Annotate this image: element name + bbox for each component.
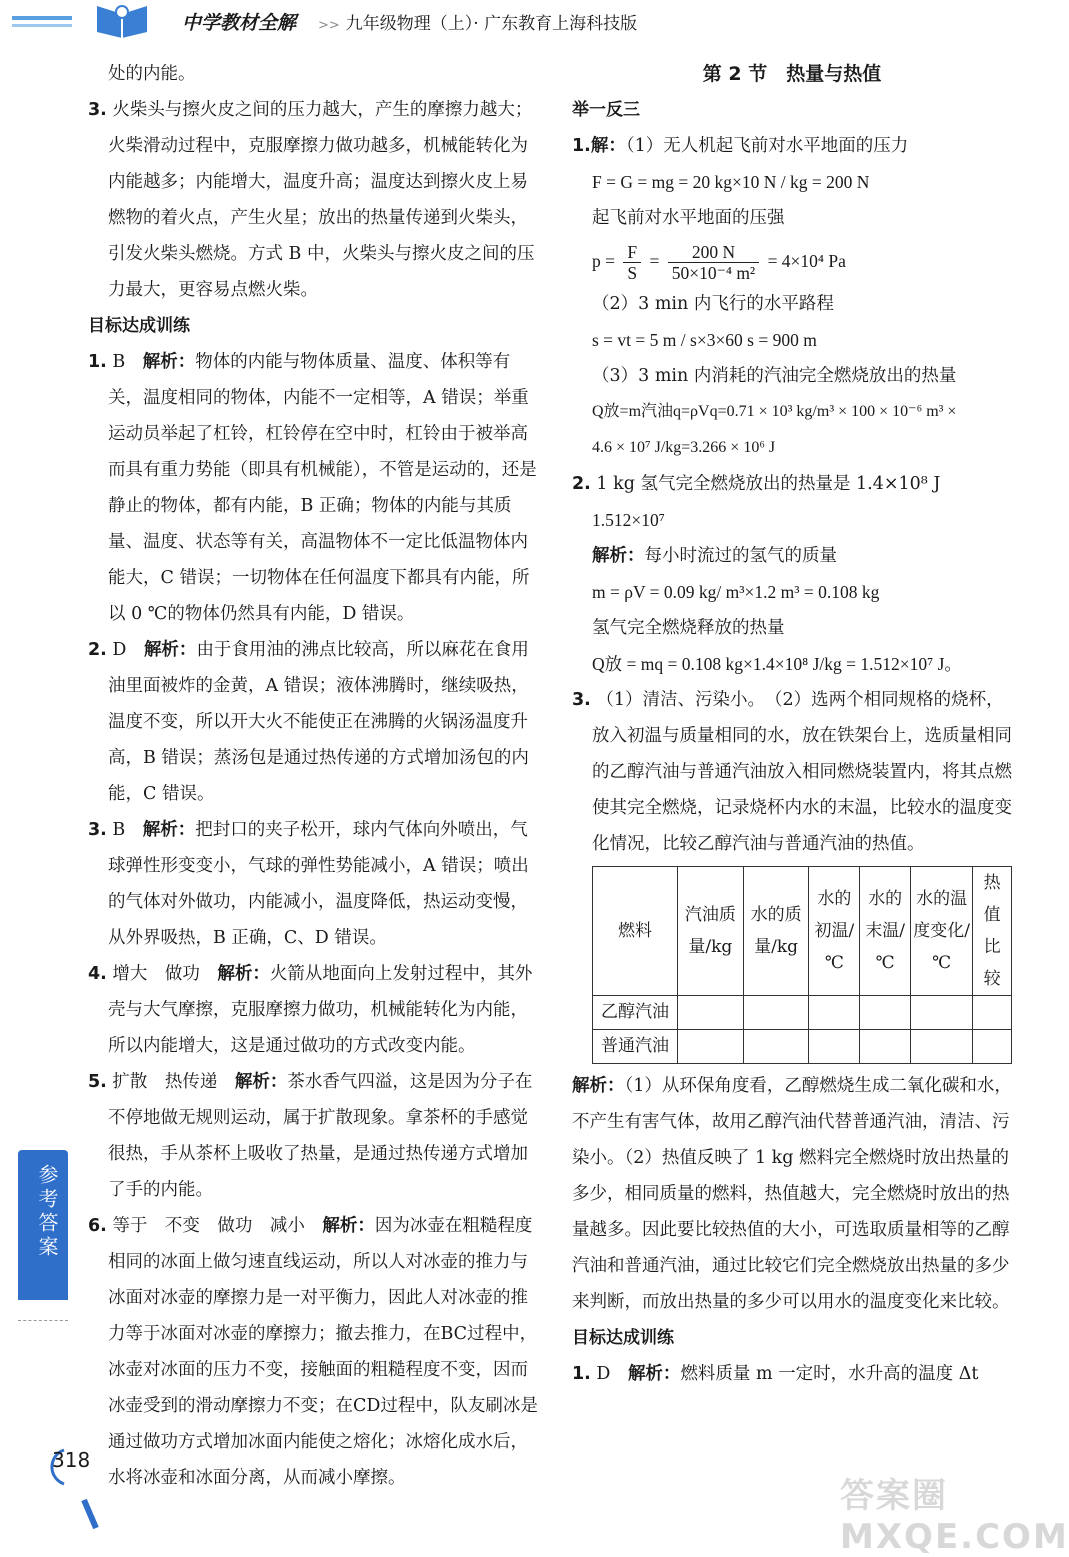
analysis-text: 每小时流过的氢气的质量 [644,546,837,566]
section-heading: 目标达成训练 [572,1328,674,1348]
denominator: S [627,263,638,284]
item-number: 1. [88,352,107,372]
analysis-text: 把封口的夹子松开，球内气体向外喷出，气球弹性形变变小，气球的弹性势能减小，A 错误；喷出的气体对外做功，内能减小，温度降低，热运动变慢，从外界吸热，B 正确，C、D 错误。 [108,820,529,948]
watermark: 答案圈 MXQE.COM [840,1476,1069,1557]
table-cell [809,996,860,1030]
table-cell [860,996,911,1030]
table-cell [911,996,973,1030]
analysis-label: 解析： [322,1216,375,1236]
table-header-cell: 水的初温/℃ [809,867,860,996]
answer-item [88,344,543,632]
arrows-icon: >> [318,18,340,33]
item-number: 2. [572,474,591,494]
continuation-line: 处的内能。 [108,64,196,84]
formula-line: Q放=m汽油q=ρVq=0.71 × 10³ kg/m³ × 100 × 10⁻⁶ m³ × [592,403,957,420]
denominator: 50×10⁻⁴ m² [671,263,756,284]
item-answer: 等于 不变 做功 减小 [112,1216,305,1236]
header-subtitle [318,9,637,34]
item-answer: B [112,820,126,840]
page-number: 318 [52,1448,91,1472]
solution-line: 起飞前对水平地面的压强 [592,208,785,228]
answer-item [88,632,543,812]
item-number: 6. [88,1216,107,1236]
subtitle-text: 九年级物理（上）· 广东教育上海科技版 [345,14,638,34]
experiment-table [592,866,1012,1064]
table-cell: 普通汽油 [593,1030,678,1064]
analysis-text: 物体的内能与物体质量、温度、体积等有关，温度相同的物体，内能不一定相等，A 错误；举重运动员举起了杠铃，杠铃停在空中时，杠铃由于被举高而具有重力势能（即具有机械能），不管是运动的，还是静止的物体，都有内能，B 正确；物体的内能与其质量、温度、状态等有关，高温物体不一定比低温物体内能大，C 错误；一切物体在任何温度下都具有内能，所以 0 ℃的物体仍然具有内能，D 错误。 [108,352,537,624]
table-header-row [593,867,1012,996]
item-answer: 1 kg 氢气完全燃烧放出的热量是 1.4×10⁸ J [596,474,941,494]
table-cell [973,996,1012,1030]
section-heading: 举一反三 [572,100,640,120]
analysis-text: 因为冰壶在粗糙程度相同的冰面上做匀速直线运动，所以人对冰壶的推力与冰面对冰壶的摩擦力是一对平衡力，因此人对冰壶的推力等于冰面对冰壶的摩擦力；撤去推力，在BC过程中，冰壶对冰面的压力不变，接触面的粗糙程度不变，因而冰壶受到的滑动摩擦力不变；在CD过程中，队友刷冰是通过做功方式增加冰面内能使之熔化；冰熔化成水后，水将冰壶和冰面分离，从而减小摩擦。 [108,1216,538,1488]
solution-line: （1）无人机起飞前对水平地面的压力 [625,136,909,156]
table-header-cell: 汽油质量/kg [678,867,744,996]
table-cell [860,1030,911,1064]
section-heading: 目标达成训练 [88,316,190,336]
item-answer: 扩散 热传递 [112,1072,218,1092]
formula-part: = [649,251,660,271]
formula-part: = 4×10⁴ Pa [767,251,846,271]
fraction [623,242,641,283]
analysis-label: 解析： [627,1364,681,1384]
table-cell [743,1030,809,1064]
item-number: 3. [88,820,107,840]
item-text: 火柴头与擦火皮之间的压力越大，产生的摩擦力越大；火柴滑动过程中，克服摩擦力做功越多，机械能转化为内能越多；内能增大，温度升高；温度达到擦火皮上易燃物的着火点，产生火星；放出的热量传递到火柴头，引发火柴头燃烧。方式 B 中，火柴头与擦火皮之间的压力最大，更容易点燃火柴。 [108,100,535,300]
question-3 [572,682,1012,862]
analysis-label: 解析： [572,1076,625,1096]
table-header-cell: 水的温度变化/℃ [911,867,973,996]
side-tab [18,1150,68,1300]
solution-line: （2）3 min 内飞行的水平路程 [592,294,834,314]
item-answer: （1）清洁、污染小。 （2）选两个相同规格的烧杯，放入初温与质量相同的水，放在铁架台上，选质量相同的乙醇汽油与普通汽油放入相同燃烧装置内，将其点燃使其完全燃烧，记录烧杯内水的末温，比较水的温度变化情况，比较乙醇汽油与普通汽油的热值。 [592,690,1012,854]
analysis-text: 燃料质量 m 一定时，水升高的温度 Δt [680,1364,979,1384]
item-answer: D [596,1364,611,1384]
table-header-cell: 水的末温/℃ [860,867,911,996]
table-cell: 乙醇汽油 [593,996,678,1030]
table-header-cell: 水的质量/kg [743,867,809,996]
table-cell [678,996,744,1030]
question-1 [572,128,1012,164]
item-answer: B [112,352,126,372]
right-column [572,56,1012,1392]
formula-line: F = G = mg = 20 kg×10 N / kg = 200 N [592,172,870,192]
analysis-label: 解析： [217,964,270,984]
analysis-label: 解析： [142,820,196,840]
formula-part: p = [592,251,615,271]
table-cell [911,1030,973,1064]
answer-item [572,1356,1012,1392]
table-header-cell: 热值比较 [973,867,1012,996]
analysis-label: 解析： [592,546,645,566]
analysis-text: 由于食用油的沸点比较高，所以麻花在食用油里面被炸的金黄，A 错误；液体沸腾时，继续吸热，温度不变，所以开大火不能使正在沸腾的火锅汤温度升高，B 错误；蒸汤包是通过热传递的方式增加汤包的内能，C 错误。 [108,640,529,804]
formula-line: m = ρV = 0.09 kg/ m³×1.2 m³ = 0.108 kg [592,582,880,602]
numerator: F [623,242,641,263]
item-number: 3. [88,100,107,120]
solution-label: 解： [590,136,626,156]
table-row [593,996,1012,1030]
item-number: 2. [88,640,107,660]
item-number: 3. [572,690,591,710]
fraction [668,242,759,283]
answer-item [88,1064,543,1208]
pressure-formula [572,236,1012,286]
item-number: 1. [572,136,591,156]
section-title: 第 2 节 热量与热值 [702,63,882,85]
analysis-label: 解析： [234,1072,288,1092]
analysis-line [572,538,1012,574]
table-row [593,1030,1012,1064]
formula-line: s = vt = 5 m / s×3×60 s = 900 m [592,330,817,350]
question-2 [572,466,1012,502]
formula-line: 4.6 × 10⁷ J/kg=3.266 × 10⁶ J [592,439,776,456]
table-cell [743,996,809,1030]
answer-item-3 [88,92,543,308]
analysis-text: 茶水香气四溢，这是因为分子在不停地做无规则运动，属于扩散现象。拿茶杯的手感觉很热，手从茶杯上吸收了热量，是通过热传递方式增加了手的内能。 [108,1072,533,1200]
analysis-paragraph [572,1068,1012,1320]
divider [18,1300,68,1321]
item-answer-2: 1.512×10⁷ [592,510,665,530]
answer-item [88,812,543,956]
item-answer: D [112,640,127,660]
table-cell [973,1030,1012,1064]
answer-item [88,956,543,1064]
analysis-label: 解析： [143,640,197,660]
analysis-label: 解析： [142,352,196,372]
side-tab-label: 参考答案 [35,1164,59,1260]
left-column [88,56,543,1496]
table-cell [809,1030,860,1064]
item-number: 5. [88,1072,107,1092]
item-answer: 增大 做功 [112,964,200,984]
table-header-cell: 燃料 [593,867,678,996]
analysis-line: 氢气完全燃烧释放的热量 [592,618,785,638]
analysis-text: 火箭从地面向上发射过程中，其外壳与大气摩擦，克服摩擦力做功，机械能转化为内能，所以内能增大，这是通过做功的方式改变内能。 [108,964,533,1056]
item-number: 1. [572,1364,591,1384]
book-logo-icon [12,2,162,38]
answer-item [88,1208,543,1496]
numerator: 200 N [668,242,759,263]
book-title: 中学教材全解 [182,12,297,34]
page-header [0,0,1035,40]
table-cell [678,1030,744,1064]
formula-line: Q放 = mq = 0.108 kg×1.4×10⁸ J/kg = 1.512×10⁷ J。 [592,654,962,674]
solution-line: （3）3 min 内消耗的汽油完全燃烧放出的热量 [592,366,957,386]
item-number: 4. [88,964,107,984]
analysis-text: （1）从环保角度看，乙醇燃烧生成二氧化碳和水，不产生有害气体，故用乙醇汽油代替普通汽油，清洁、污染小。（2）热值反映了 1 kg 燃料完全燃烧时放出热量的多少，相同质量的燃料，热值越大，完全燃烧时放出的热量越多。因此要比较热值的大小，可选取质量相等的乙醇汽油和普通汽油，通过比较它们完全燃烧放出热量的多少来判断，而放出热量的多少可以用水的温度变化来比较。 [572,1076,1012,1312]
